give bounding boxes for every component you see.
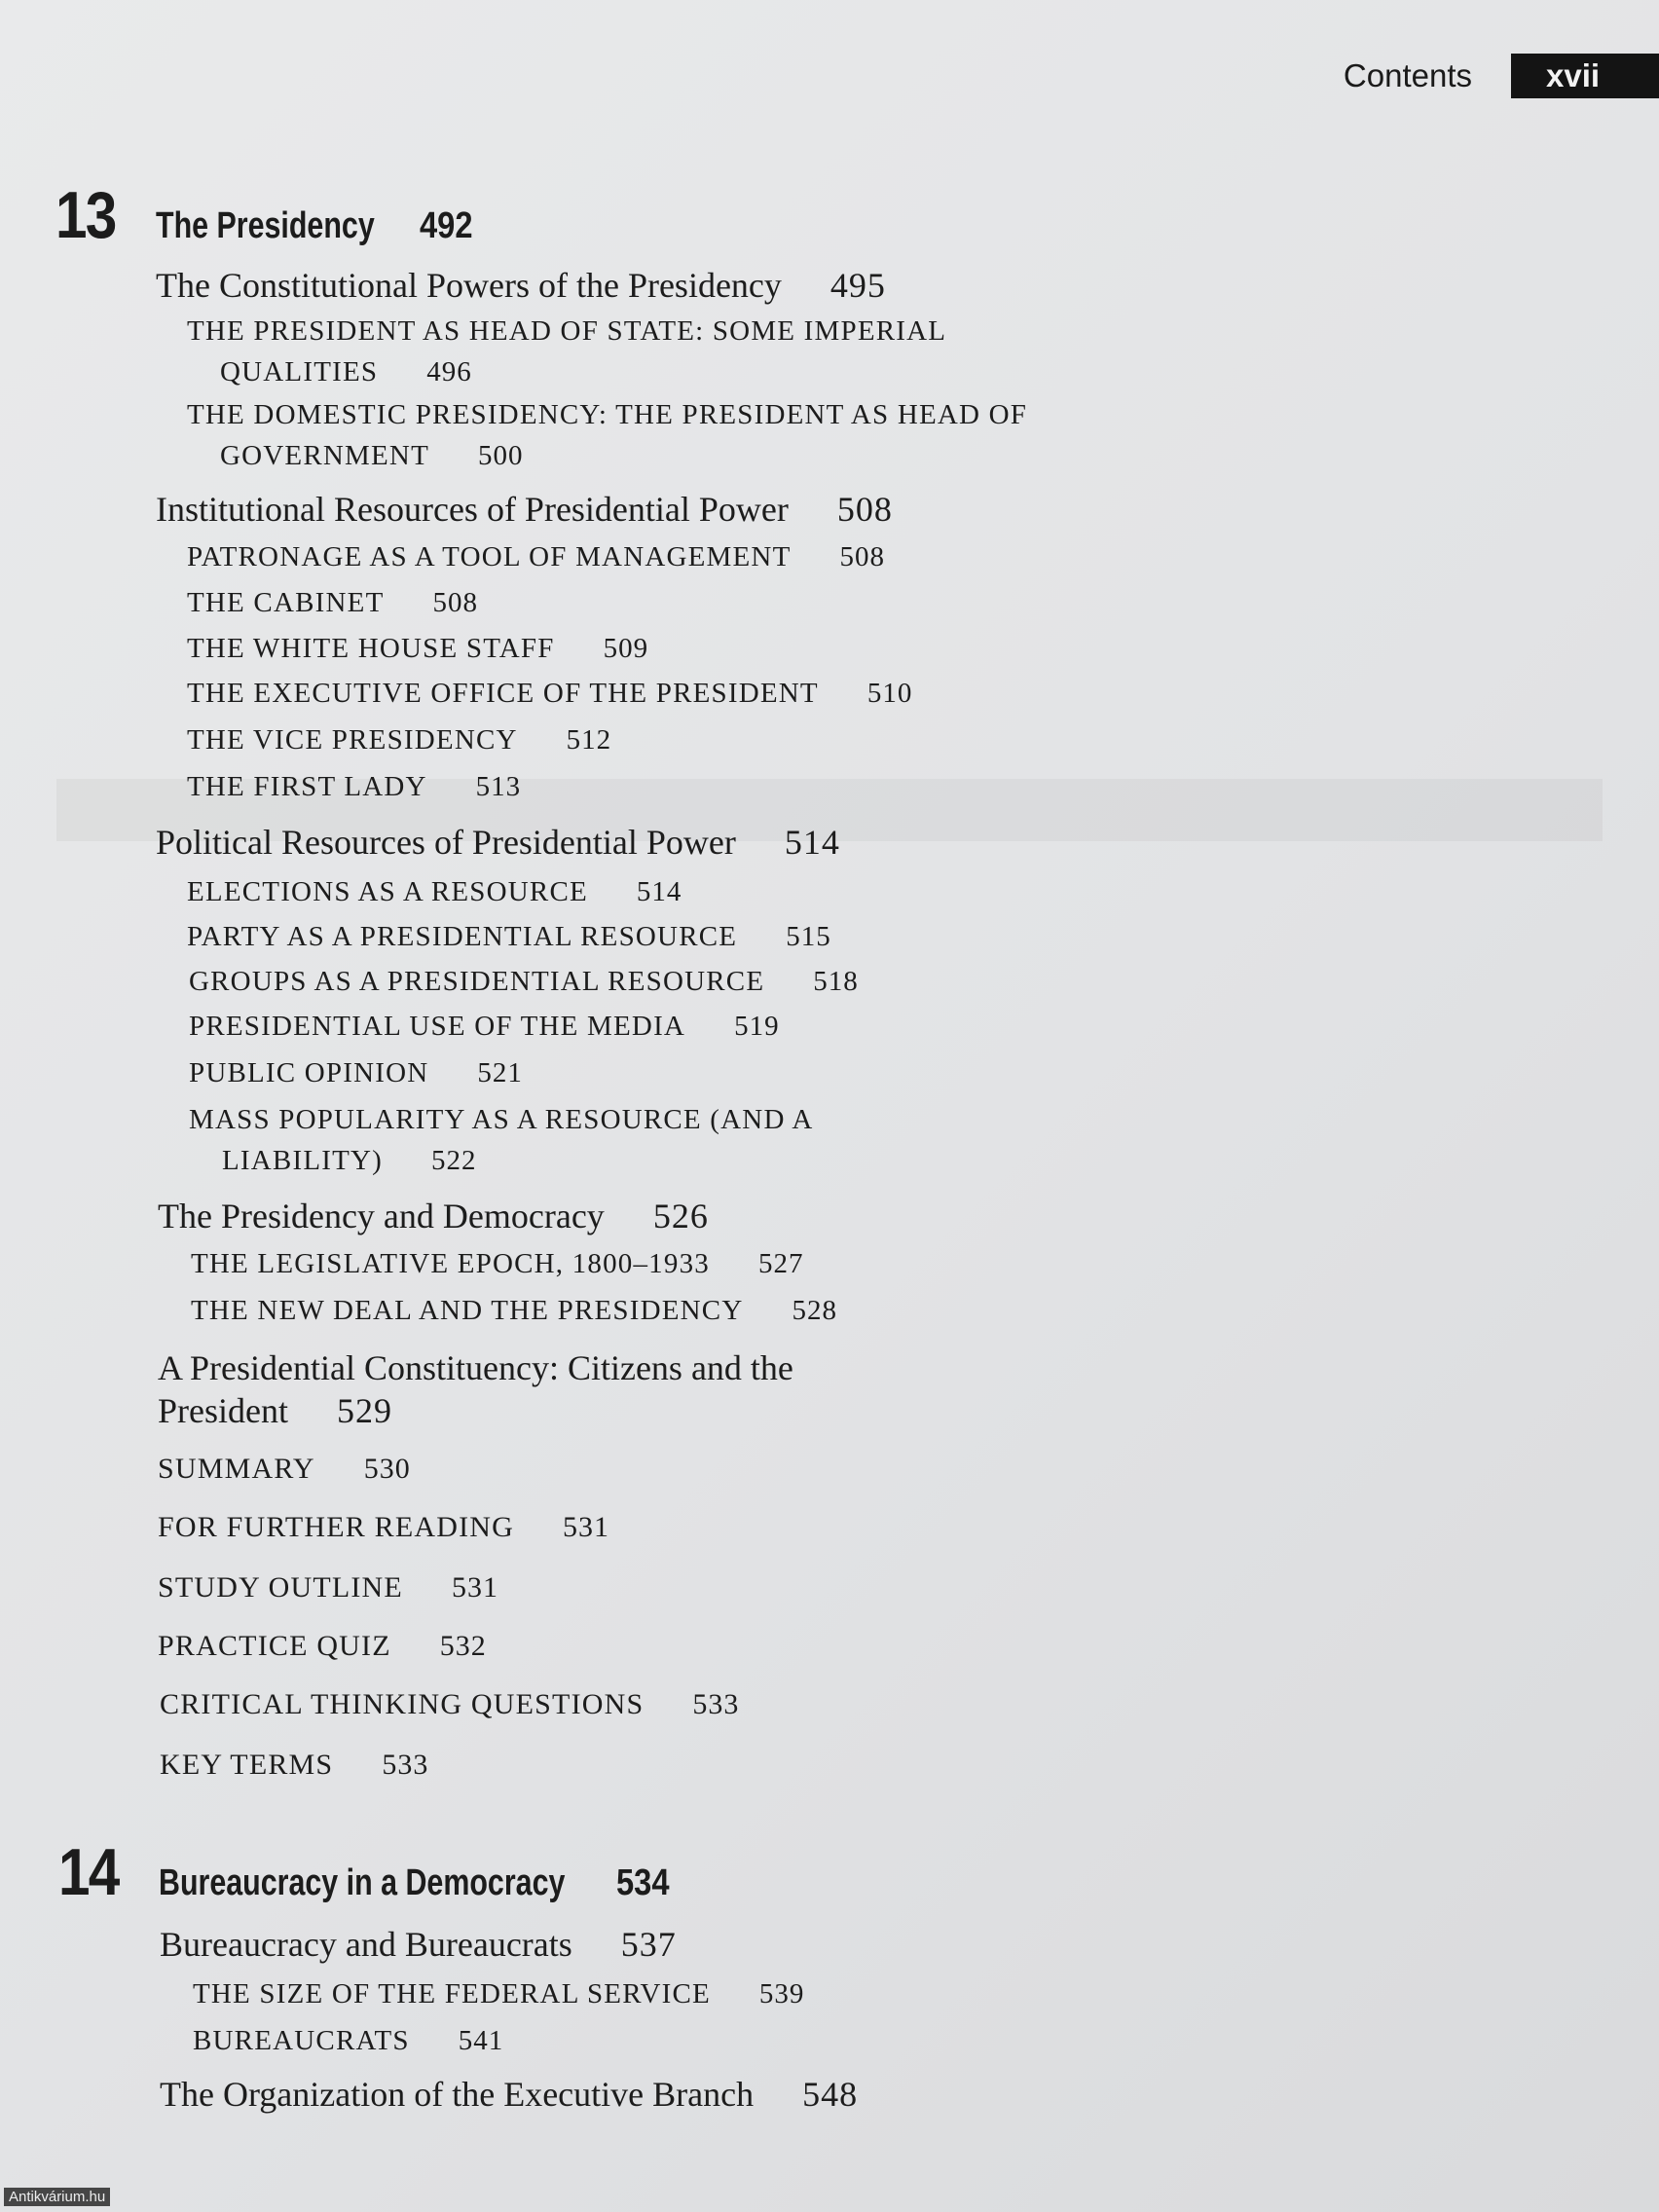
- entry-page: 533: [692, 1688, 740, 1720]
- toc-entry: [187, 771, 521, 803]
- entry-text: FOR FURTHER READING: [158, 1511, 515, 1543]
- entry-page: 496: [426, 356, 472, 387]
- header-page-number: xvii: [1511, 54, 1659, 98]
- entry-text: President: [158, 1391, 288, 1430]
- toc-entry: [189, 966, 859, 998]
- chapter-heading: [58, 1834, 678, 1910]
- toc-entry: [220, 356, 472, 388]
- entry-text: LIABILITY): [222, 1145, 384, 1176]
- entry-page: 514: [636, 876, 682, 907]
- entry-text: THE NEW DEAL AND THE PRESIDENCY: [191, 1295, 744, 1326]
- entry-page: 528: [792, 1295, 837, 1326]
- toc-entry: [220, 440, 524, 472]
- entry-page: 537: [620, 1925, 677, 1964]
- toc-entry: [160, 2074, 858, 2115]
- toc-entry: [191, 1248, 803, 1280]
- header-label: Contents: [1343, 57, 1472, 93]
- chapter-title: Bureaucracy in a Democracy: [159, 1862, 566, 1903]
- entry-text: CRITICAL THINKING QUESTIONS: [160, 1688, 645, 1720]
- entry-page: 527: [757, 1248, 804, 1279]
- entry-text: ELECTIONS AS A RESOURCE: [187, 876, 588, 907]
- toc-entry: [191, 1295, 837, 1327]
- entry-text: PUBLIC OPINION: [189, 1057, 429, 1088]
- entry-page: 539: [758, 1978, 805, 2009]
- entry-text: KEY TERMS: [160, 1749, 334, 1781]
- entry-text: THE DOMESTIC PRESIDENCY: THE PRESIDENT AS HEAD OF: [187, 399, 1028, 430]
- toc-entry: [160, 1688, 739, 1721]
- chapter-page: 492: [419, 205, 473, 246]
- entry-page: 531: [451, 1571, 498, 1604]
- toc-entry: [158, 1196, 709, 1236]
- entry-page: 500: [478, 440, 524, 471]
- toc-entry: [156, 489, 893, 530]
- entry-page: 508: [836, 490, 893, 529]
- entry-page: 526: [652, 1197, 709, 1235]
- entry-page: 531: [563, 1511, 610, 1543]
- entry-text: THE EXECUTIVE OFFICE OF THE PRESIDENT: [187, 678, 819, 709]
- chapter-page: 534: [615, 1862, 670, 1903]
- entry-page: 541: [458, 2025, 504, 2056]
- toc-entry: [158, 1390, 392, 1431]
- entry-page: 533: [382, 1749, 429, 1781]
- entry-text: The Presidency and Democracy: [158, 1197, 605, 1235]
- entry-page: 519: [734, 1011, 780, 1042]
- toc-entry: [189, 1011, 780, 1043]
- entry-text: Institutional Resources of Presidential Power: [156, 490, 789, 529]
- watermark: Antikvárium.hu: [4, 2188, 110, 2206]
- toc-entry: [222, 1145, 477, 1177]
- toc-entry: [187, 541, 885, 573]
- entry-page: 510: [866, 678, 913, 709]
- toc-entry: [187, 587, 478, 619]
- toc-entry: [187, 633, 648, 665]
- toc-entry: [156, 265, 886, 306]
- entry-page: 495: [830, 266, 886, 305]
- toc-entry: [158, 1347, 793, 1388]
- entry-text: THE WHITE HOUSE STAFF: [187, 633, 555, 664]
- entry-page: 522: [431, 1145, 477, 1176]
- entry-page: 548: [802, 2075, 859, 2114]
- toc-entry: [160, 1749, 428, 1782]
- entry-page: 532: [439, 1630, 487, 1662]
- toc-entry: [158, 1571, 498, 1604]
- entry-text: STUDY OUTLINE: [158, 1571, 403, 1604]
- toc-entry: [193, 2025, 503, 2057]
- entry-text: A Presidential Constituency: Citizens and the: [158, 1348, 793, 1387]
- entry-text: PRACTICE QUIZ: [158, 1630, 391, 1662]
- entry-page: 508: [839, 541, 885, 572]
- toc-entry: [187, 876, 682, 908]
- entry-page: 508: [432, 587, 478, 618]
- entry-text: THE VICE PRESIDENCY: [187, 724, 518, 756]
- entry-text: QUALITIES: [220, 356, 379, 387]
- toc-entry: [193, 1978, 804, 2010]
- entry-text: Political Resources of Presidential Power: [156, 823, 736, 862]
- entry-text: MASS POPULARITY AS A RESOURCE (AND A: [189, 1104, 814, 1135]
- entry-text: The Organization of the Executive Branch: [160, 2075, 755, 2114]
- chapter-title: The Presidency: [156, 205, 375, 246]
- entry-text: PRESIDENTIAL USE OF THE MEDIA: [189, 1011, 686, 1042]
- chapter-number: 14: [58, 1835, 119, 1909]
- entry-page: 518: [813, 966, 859, 997]
- entry-page: 509: [603, 633, 649, 664]
- entry-page: 512: [566, 724, 612, 756]
- toc-entry: [189, 1104, 814, 1136]
- entry-page: 530: [363, 1453, 411, 1485]
- toc-entry: [158, 1453, 411, 1486]
- running-header: [1344, 54, 1659, 98]
- entry-text: BUREAUCRATS: [193, 2025, 410, 2056]
- entry-text: The Constitutional Powers of the Presidency: [156, 266, 782, 305]
- toc-entry: [187, 399, 1027, 431]
- entry-text: SUMMARY: [158, 1453, 315, 1485]
- entry-text: PARTY AS A PRESIDENTIAL RESOURCE: [187, 921, 738, 952]
- entry-page: 515: [786, 921, 831, 952]
- entry-text: THE CABINET: [187, 587, 385, 618]
- toc-entry: [160, 1924, 677, 1965]
- entry-page: 521: [477, 1057, 523, 1088]
- toc-entry: [156, 822, 840, 863]
- toc-entry: [158, 1511, 609, 1544]
- entry-text: THE FIRST LADY: [187, 771, 427, 802]
- chapter-heading: [55, 177, 481, 253]
- entry-text: THE LEGISLATIVE EPOCH, 1800–1933: [191, 1248, 710, 1279]
- toc-entry: [158, 1630, 487, 1663]
- toc-entry: [187, 921, 831, 953]
- entry-page: 513: [475, 771, 522, 802]
- entry-text: THE SIZE OF THE FEDERAL SERVICE: [193, 1978, 711, 2009]
- toc-entry: [187, 315, 946, 348]
- entry-text: GROUPS AS A PRESIDENTIAL RESOURCE: [189, 966, 765, 997]
- entry-text: Bureaucracy and Bureaucrats: [160, 1925, 572, 1964]
- toc-entry: [187, 724, 611, 756]
- toc-entry: [187, 678, 912, 710]
- entry-text: THE PRESIDENT AS HEAD OF STATE: SOME IMPERIAL: [187, 315, 947, 347]
- entry-text: GOVERNMENT: [220, 440, 429, 471]
- entry-page: 529: [336, 1391, 392, 1430]
- chapter-number: 13: [55, 178, 116, 252]
- toc-entry: [189, 1057, 523, 1089]
- entry-text: PATRONAGE AS A TOOL OF MANAGEMENT: [187, 541, 792, 572]
- entry-page: 514: [784, 823, 840, 862]
